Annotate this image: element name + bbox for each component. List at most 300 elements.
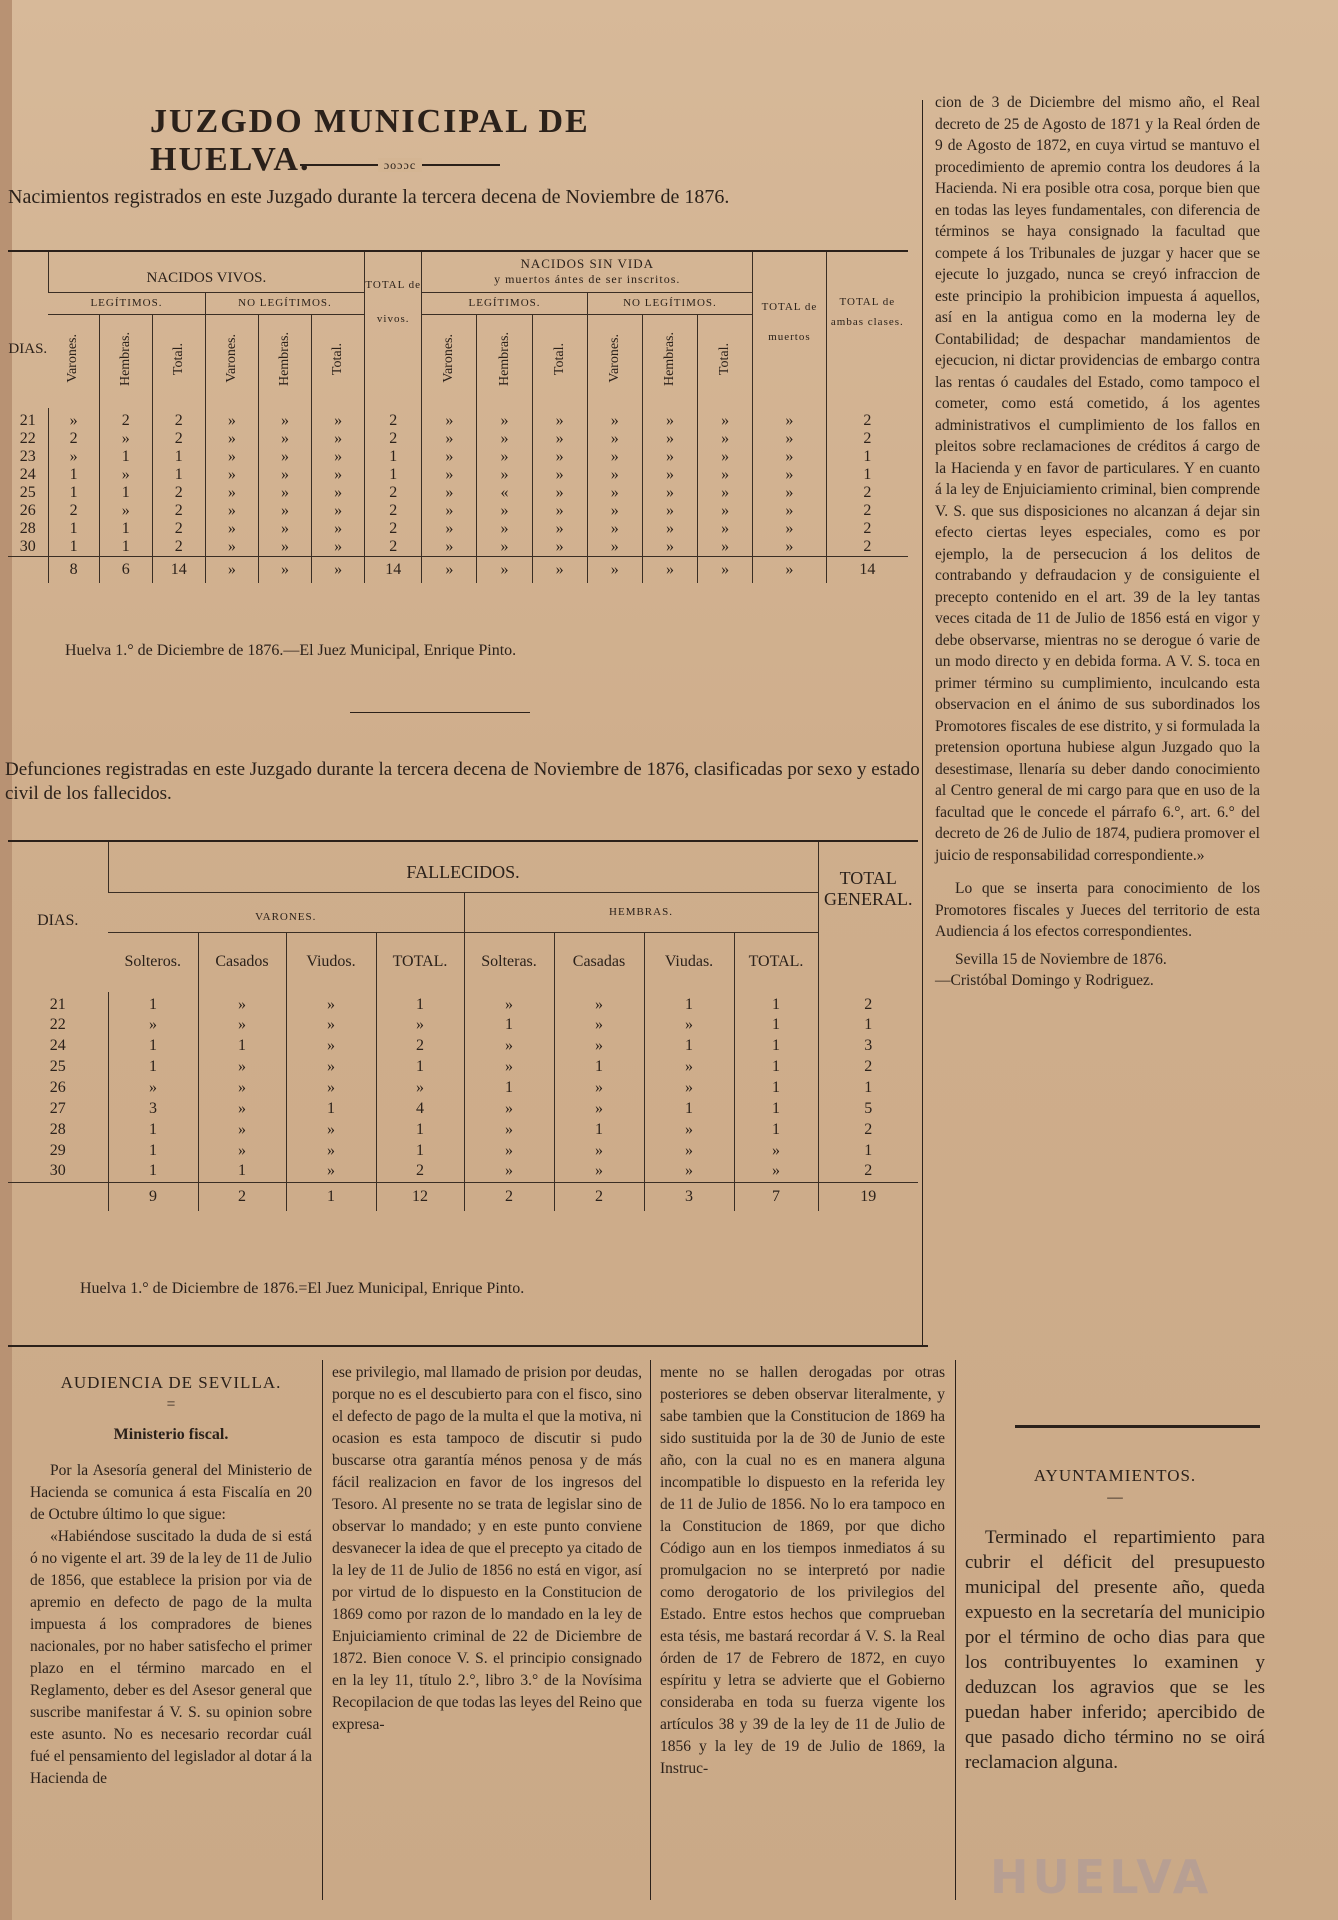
births-cell: 2 — [826, 502, 908, 520]
births-cell: 2 — [365, 408, 422, 430]
deaths-cell: » — [286, 1077, 376, 1098]
deaths-cell: 29 — [49, 1141, 66, 1159]
deaths-solteras-label: Solteras. — [481, 953, 537, 971]
right-column-date: Sevilla 15 de Noviembre de 1876. — [955, 950, 1167, 968]
right-column-divider — [922, 100, 923, 1345]
births-h-hembras-1 — [99, 314, 152, 408]
births-cell: 2 — [99, 408, 152, 430]
audiencia-col1-text: «Habiéndose suscitado la duda de si está ó no vigente el art. 39 de la ley de 11 de Julio de 1856, que establece la prision por via de apremio en defecto de pago de la multa impuesta á los compradores de bienes nacionales, por no haber satisfecho el primer plazo en el término marcado en el Reglamento, deber es del Asesor general que suscribe manifestar á V. S. su opinion sobre este asunto. No es necesario recordar cuál fué el pensamiento del legislador al dotar á la Hacienda de — [30, 1528, 312, 1787]
deaths-table — [8, 842, 918, 1211]
deaths-cell: » — [464, 1140, 554, 1161]
births-h-total-3 — [532, 314, 587, 408]
deaths-h-viudos — [286, 932, 376, 992]
births-varones-label: Varones. — [65, 334, 81, 384]
deaths-cell: 1 — [198, 1161, 286, 1182]
deaths-cell: 28 — [49, 1120, 66, 1138]
births-cell: » — [422, 520, 477, 538]
births-hembras-label-2: Hembras. — [276, 331, 292, 386]
births-cell: » — [642, 430, 697, 448]
births-cell: » — [698, 484, 753, 502]
births-cell: » — [587, 448, 642, 466]
births-cell: » — [698, 538, 753, 557]
births-cell: » — [422, 408, 477, 430]
births-cell: » — [642, 520, 697, 538]
births-cell: » — [205, 502, 258, 520]
births-cell: » — [532, 538, 587, 557]
births-no-legitimos-label-2: NO LEGÍTIMOS. — [623, 297, 717, 309]
births-cell: » — [753, 502, 827, 520]
audiencia-intro: Por la Asesoría general del Ministerio de Hacienda se comunica á esta Fiscalía en 20 de Octubre último lo que sigue: — [30, 1462, 312, 1523]
births-cell: 2 — [826, 430, 908, 448]
births-row — [8, 502, 908, 520]
births-hdr-no-legitimos-2 — [587, 292, 752, 314]
deaths-total-cell: 3 — [644, 1182, 734, 1211]
deaths-cell: 1 — [108, 1140, 198, 1161]
births-totals-row — [8, 557, 908, 583]
births-hdr-legitimos-2 — [422, 292, 587, 314]
births-cell: 2 — [152, 538, 205, 557]
births-cell: » — [753, 520, 827, 538]
births-cell: 1 — [99, 538, 152, 557]
deaths-cell: » — [286, 1056, 376, 1077]
deaths-cell: 1 — [464, 1077, 554, 1098]
deaths-cell: 1 — [376, 1140, 464, 1161]
deaths-cell: 5 — [818, 1098, 918, 1119]
births-cell: » — [642, 538, 697, 557]
births-cell: 1 — [152, 448, 205, 466]
deaths-total-general-label: TOTAL GENERAL. — [824, 868, 913, 909]
audiencia-col-1 — [30, 1372, 312, 1790]
births-cell: 2 — [365, 502, 422, 520]
deaths-cell: 4 — [376, 1098, 464, 1119]
births-cell: » — [753, 484, 827, 502]
deaths-h-casados — [198, 932, 286, 992]
deaths-cell: » — [644, 1161, 734, 1182]
births-cell: 23 — [19, 448, 36, 465]
births-cell: » — [587, 502, 642, 520]
deaths-cell: 30 — [49, 1162, 66, 1180]
deaths-cell: 1 — [108, 1056, 198, 1077]
births-total-cell: 6 — [99, 557, 152, 583]
births-cell: » — [205, 520, 258, 538]
deaths-viudos-label: Viudos. — [306, 953, 356, 971]
deaths-table-body — [8, 992, 918, 1211]
births-cell: 25 — [19, 484, 36, 501]
deaths-cell: 25 — [49, 1057, 66, 1075]
births-sin-vida-sub: y muertos ántes de ser inscritos. — [494, 272, 681, 287]
deaths-total-cell: 2 — [198, 1182, 286, 1211]
births-hdr-total-muertos — [753, 252, 827, 408]
births-hdr-total-vivos — [365, 252, 422, 408]
audiencia-col3-text: mente no se hallen derogadas por otras posteriores se deben observar literalmente, y sabe tambien que la Constitucion de 1869 ha sido sustituida por la de 30 de Junio de este año, con la cual no es en manera alguna incompatible lo dispuesto en la referida ley de 11 de Julio de 1856. No lo era tampoco en la Constitucion de 1869, por que dicho Código aun en los tiempos inmediatos á su promulgacion no se interpretó por nadie como derogatorio de los privilegios del Estado. Entre estos hechos que comprueban esta tésis, me bastará recordar á V. S. la Real órden de 17 de Febrero de 1872, en cuyo espíritu y letra se advierte que el Gobierno consideraba en toda su fuerza vigente los artículos 38 y 39 de la ley de 11 de Julio de 1856 y la ley de 19 de Julio de 1869, la Instruc- — [660, 1364, 945, 1777]
deaths-hdr-total-general — [818, 842, 918, 992]
births-cell: » — [642, 408, 697, 430]
deaths-cell: 3 — [818, 1035, 918, 1056]
births-varones-label-3: Varones. — [441, 334, 457, 384]
births-cell: » — [422, 466, 477, 484]
births-cell: 26 — [19, 502, 36, 519]
births-total-cell: » — [477, 557, 532, 583]
births-row — [8, 448, 908, 466]
deaths-cell: 27 — [49, 1099, 66, 1117]
births-h-total-2 — [312, 314, 365, 408]
births-total-cell: » — [698, 557, 753, 583]
deaths-title: Defunciones registradas en este Juzgado durante la tercera decena de Noviembre de 1876, clasificadas por sexo y estado civil de los fallecidos. — [5, 759, 920, 804]
deaths-row — [8, 1035, 918, 1056]
right-column-closing: Lo que se inserta para conocimiento de los Promotores fiscales y Jueces del territorio de esta Audiencia á los efectos correspondientes. — [935, 880, 1260, 940]
births-varones-label-4: Varones. — [606, 334, 622, 384]
births-cell: » — [205, 538, 258, 557]
deaths-cell: » — [644, 1077, 734, 1098]
births-cell: » — [753, 408, 827, 430]
deaths-h-total-h — [734, 932, 818, 992]
births-hdr-no-legitimos — [205, 292, 364, 314]
deaths-cell: 26 — [49, 1078, 66, 1096]
deaths-varones-label: VARONES. — [255, 911, 317, 923]
births-cell: 2 — [826, 520, 908, 538]
deaths-totals-row — [8, 1182, 918, 1211]
births-cell: » — [312, 408, 365, 430]
deaths-cell: » — [464, 1098, 554, 1119]
births-cell: 1 — [152, 466, 205, 484]
ayuntamientos-text: Terminado el repartimiento para cubrir el déficit del presupuesto municipal del presente año, queda expuesto en la secretaría del municipio por el término de ocho dias para que los contribuyentes lo examinen y deduzcan los agravios que se les puedan haber inferido; apercibido de que pasado dicho término no se oirá reclamacion alguna. — [965, 1527, 1265, 1773]
births-total-label-3: Total. — [551, 342, 567, 375]
births-cell: 30 — [19, 538, 36, 555]
deaths-row — [8, 1077, 918, 1098]
deaths-cell: » — [108, 1077, 198, 1098]
births-cell: » — [698, 430, 753, 448]
ayunt-top-rule — [1015, 1425, 1260, 1428]
deaths-hdr-fallecidos — [108, 842, 818, 892]
deaths-cell: » — [286, 1035, 376, 1056]
deaths-row — [8, 1140, 918, 1161]
audiencia-col2-text: ese privilegio, mal llamado de prision por deudas, porque no es el descubierto para con el fisco, sino el defecto de pago de la multa el que la motiva, ni ocasion es esta tampoco de discutir si pudo buscarse otra garantía ménos penosa y de más fácil realizacion en favor de los ingresos del Tesoro. Al presente no se trata de legislar sino de observar lo mandado; y en este punto conviene desvanecer la idea de que el precepto ya citado de la ley de 11 de Julio de 1856 no está en vigor, así por virtud de lo dispuesto en la Constitucion de 1869 como por razon de lo mandado en la ley de Enjuiciamiento criminal de 22 de Diciembre de 1872. Bien conoce V. S. el principio consignado en la ley 11, título 2.°, libro 3.° de la Novísima Recopilacion de que todas las leyes del Reino que expresa- — [332, 1364, 642, 1733]
deaths-cell: » — [464, 1056, 554, 1077]
births-cell: » — [312, 538, 365, 557]
births-hdr-sin-vida — [422, 252, 753, 292]
births-total-cell: » — [532, 557, 587, 583]
deaths-cell: » — [554, 1140, 644, 1161]
deaths-row — [8, 992, 918, 1014]
births-cell: » — [753, 466, 827, 484]
births-cell: » — [205, 448, 258, 466]
deaths-row — [8, 1014, 918, 1035]
deaths-cell: 1 — [198, 1035, 286, 1056]
births-total-muertos-label: TOTAL de muertos — [761, 301, 818, 343]
births-legitimos-label: LEGÍTIMOS. — [90, 297, 163, 309]
deaths-row — [8, 1098, 918, 1119]
births-cell: » — [258, 538, 311, 557]
births-row — [8, 520, 908, 538]
page-title: JUZGDO MUNICIPAL DE HUELVA. — [150, 103, 590, 178]
births-cell: » — [587, 430, 642, 448]
audiencia-col-3 — [660, 1362, 945, 1780]
births-cell: » — [258, 466, 311, 484]
archive-watermark: HUELVA — [990, 1850, 1213, 1904]
deaths-signature: Huelva 1.° de Diciembre de 1876.=El Juez Municipal, Enrique Pinto. — [80, 1280, 525, 1297]
births-cell: » — [258, 448, 311, 466]
births-cell: » — [642, 466, 697, 484]
deaths-cell: 1 — [108, 1119, 198, 1140]
deaths-cell: » — [198, 1140, 286, 1161]
deaths-cell: » — [644, 1119, 734, 1140]
deaths-cell: » — [464, 1119, 554, 1140]
births-legitimos-label-2: LEGÍTIMOS. — [468, 297, 541, 309]
births-total-label-2: Total. — [330, 342, 346, 375]
births-cell: » — [753, 448, 827, 466]
deaths-col-days — [8, 842, 108, 992]
births-cell: » — [258, 520, 311, 538]
births-cell: 2 — [152, 520, 205, 538]
births-cell: 1 — [99, 484, 152, 502]
births-total-cell: » — [642, 557, 697, 583]
births-cell: » — [205, 408, 258, 430]
births-cell: 1 — [365, 448, 422, 466]
births-cell: » — [422, 502, 477, 520]
births-hdr-total-ambas — [826, 252, 908, 408]
births-cell: » — [753, 430, 827, 448]
audiencia-dash: = — [166, 1396, 176, 1413]
births-cell: » — [477, 466, 532, 484]
deaths-fallecidos-label: FALLECIDOS. — [406, 862, 520, 883]
deaths-total-cell: 9 — [108, 1182, 198, 1211]
deaths-row — [8, 1056, 918, 1077]
births-h-hembras-2 — [258, 314, 311, 408]
right-column — [935, 92, 1260, 992]
deaths-cell: 1 — [108, 1161, 198, 1182]
deaths-cell: » — [464, 1035, 554, 1056]
births-cell: 1 — [365, 466, 422, 484]
births-cell: » — [753, 538, 827, 557]
births-cell: 21 — [19, 412, 36, 429]
births-cell: 1 — [48, 466, 99, 484]
deaths-days-label: DIAS. — [37, 912, 79, 929]
births-total-vivos-label: TOTAL de vivos. — [365, 279, 422, 325]
deaths-cell: » — [734, 1140, 818, 1161]
deaths-cell: » — [554, 1014, 644, 1035]
births-cell: » — [312, 520, 365, 538]
births-total-cell: » — [753, 557, 827, 583]
births-cell: » — [477, 502, 532, 520]
births-cell: 1 — [826, 448, 908, 466]
births-cell: » — [312, 502, 365, 520]
births-cell: 1 — [99, 448, 152, 466]
deaths-cell: » — [198, 1056, 286, 1077]
births-cell: » — [99, 502, 152, 520]
births-cell: » — [698, 448, 753, 466]
deaths-cell: 1 — [376, 1056, 464, 1077]
births-cell: 1 — [99, 520, 152, 538]
births-cell: » — [642, 502, 697, 520]
births-cell: 24 — [19, 466, 36, 483]
deaths-cell: 2 — [818, 992, 918, 1014]
right-column-signer: —Cristóbal Domingo y Rodriguez. — [935, 972, 1154, 989]
births-total-cell: 8 — [48, 557, 99, 583]
deaths-cell: » — [198, 992, 286, 1014]
births-cell: » — [99, 466, 152, 484]
births-total-cell: » — [205, 557, 258, 583]
births-cell: 2 — [826, 484, 908, 502]
births-cell: » — [258, 502, 311, 520]
deaths-row — [8, 1161, 918, 1182]
deaths-h-solteros — [108, 932, 198, 992]
births-subtitle: Nacimientos registrados en este Juzgado durante la tercera decena de Noviembre de 1876. — [8, 186, 730, 208]
births-h-hembras-4 — [642, 314, 697, 408]
births-hdr-legitimos — [48, 292, 205, 314]
births-cell: » — [587, 520, 642, 538]
col-divider-1 — [322, 1360, 323, 1900]
births-row — [8, 484, 908, 502]
births-col-days — [8, 252, 48, 408]
births-cell: 2 — [826, 538, 908, 557]
deaths-cell: » — [198, 1014, 286, 1035]
births-h-varones-3 — [422, 314, 477, 408]
deaths-total-cell: 2 — [554, 1182, 644, 1211]
deaths-cell: » — [376, 1077, 464, 1098]
deaths-cell: » — [734, 1161, 818, 1182]
births-total-cell: » — [422, 557, 477, 583]
deaths-total-cell: 7 — [734, 1182, 818, 1211]
births-cell: » — [642, 448, 697, 466]
deaths-total-h-label: TOTAL. — [748, 953, 804, 971]
births-h-varones-4 — [587, 314, 642, 408]
births-cell: » — [422, 448, 477, 466]
deaths-solteros-label: Solteros. — [124, 953, 181, 971]
births-cell: » — [587, 484, 642, 502]
deaths-cell: » — [554, 1077, 644, 1098]
births-row — [8, 408, 908, 430]
deaths-cell: 1 — [376, 1119, 464, 1140]
audiencia-col-2 — [332, 1362, 642, 1736]
deaths-h-viudas — [644, 932, 734, 992]
births-total-cell: » — [258, 557, 311, 583]
deaths-cell: 1 — [734, 1056, 818, 1077]
deaths-casados-label: Casados — [215, 953, 269, 971]
births-no-legitimos-label: NO LEGÍTIMOS. — [238, 297, 332, 309]
births-cell: » — [312, 484, 365, 502]
births-cell: » — [698, 502, 753, 520]
deaths-total-cell: 12 — [376, 1182, 464, 1211]
deaths-cell: » — [198, 1098, 286, 1119]
births-hdr-vivos — [48, 252, 365, 292]
col-divider-2 — [650, 1360, 651, 1900]
deaths-total-cell: 1 — [286, 1182, 376, 1211]
deaths-cell: » — [554, 1161, 644, 1182]
deaths-cell: 2 — [818, 1161, 918, 1182]
births-h-total-4 — [698, 314, 753, 408]
births-row — [8, 430, 908, 448]
births-cell: » — [477, 408, 532, 430]
births-cell: » — [477, 448, 532, 466]
deaths-cell: » — [554, 1098, 644, 1119]
deaths-total-cell: 2 — [464, 1182, 554, 1211]
deaths-cell: 1 — [554, 1056, 644, 1077]
births-varones-label-2: Varones. — [223, 334, 239, 384]
deaths-total-v-label: TOTAL. — [392, 953, 448, 971]
deaths-cell: » — [198, 1077, 286, 1098]
births-cell: » — [99, 430, 152, 448]
births-cell: » — [642, 484, 697, 502]
births-total-cell: » — [587, 557, 642, 583]
births-cell: » — [698, 466, 753, 484]
births-total-label-4: Total. — [717, 342, 733, 375]
section-divider — [350, 712, 530, 713]
births-cell: » — [532, 466, 587, 484]
right-column-text: cion de 3 de Diciembre del mismo año, el Real decreto de 25 de Agosto de 1871 y la Real órden de 9 de Agosto de 1872, en cuya virtud se mantuvo el procedimiento de apremio contra los deudores á la Hacienda. Ni era posible otra cosa, porque bien que en todas las leyes fundamentales, con diferencia de términos se haya consignado la facultad que compete á los Tribunales de juzgar y hacer que se ejecute lo juzgado, nunca se creyó infraccion de este principio la prohibicion impuesta á aquellos, así en la antigua como en la moderna ley de Contabilidad; de despachar mandamientos de ejecucion, ni dictar providencias de embargo contra las rentas ó caudales del Estado, como tampoco el cometer, como está cometido, á los agentes administrativos el cumplimiento de los fallos en pleitos sobre reclamaciones de créditos á cargo de la Hacienda y en favor de particulares. Y en cuanto á la ley de Enjuiciamiento criminal, bien comprende V. S. que sus disposiciones no alcanzan á dejar sin efecto ciertas leyes especiales, como es por ejemplo, la de persecucion á los delitos de contrabando y defraudacion y de consiguiente el precepto contenido en el art. 39 de la ley tantas veces citada de 11 de Julio de 1856 está en vigor y debe observarse, mientras no se derogue ó varie de un modo directo y en debida forma. A V. S. toca en primer término su cumplimiento, inculcando esta observacion en el ánimo de sus subordinados los Promotores fiscales de ese distrito, y si formulada la pretension oportuna hubiese algun Juzgado quo la desestimase, llenaría su deber dando conocimiento al Centro general de mi cargo para que en uso de la facultad que le concede el párrafo 6.°, art. 6.° del decreto de 26 de Julio de 1874, pudiera promover el juicio de responsabilidad correspondiente.» — [935, 94, 1260, 864]
deaths-cell: 1 — [818, 1014, 918, 1035]
deaths-h-casadas — [554, 932, 644, 992]
deaths-cell: 1 — [464, 1014, 554, 1035]
deaths-cell: 1 — [818, 1140, 918, 1161]
births-cell: » — [698, 408, 753, 430]
deaths-total-cell — [8, 1182, 108, 1211]
deaths-cell: 1 — [734, 1098, 818, 1119]
deaths-hembras-label: HEMBRAS. — [609, 906, 673, 918]
births-cell: » — [698, 520, 753, 538]
births-cell: 2 — [365, 520, 422, 538]
births-cell: 2 — [48, 502, 99, 520]
deaths-cell: 1 — [644, 992, 734, 1014]
deaths-cell: 1 — [734, 1035, 818, 1056]
deaths-cell: » — [286, 1119, 376, 1140]
deaths-cell: » — [554, 992, 644, 1014]
deaths-cell: » — [286, 1161, 376, 1182]
births-total-cell: 14 — [365, 557, 422, 583]
births-cell: » — [312, 466, 365, 484]
deaths-cell: 3 — [108, 1098, 198, 1119]
births-cell: » — [205, 430, 258, 448]
births-cell: « — [477, 484, 532, 502]
deaths-total-cell: 19 — [818, 1182, 918, 1211]
deaths-cell: 1 — [734, 1014, 818, 1035]
deaths-cell: » — [464, 1161, 554, 1182]
births-cell: » — [477, 520, 532, 538]
births-total-cell — [8, 557, 48, 583]
births-cell: 1 — [48, 538, 99, 557]
births-cell: 2 — [152, 502, 205, 520]
audiencia-heading: AUDIENCIA DE SEVILLA. — [60, 1373, 282, 1392]
births-hembras-label-3: Hembras. — [496, 331, 512, 386]
deaths-casadas-label: Casadas — [572, 953, 626, 971]
births-cell: » — [422, 430, 477, 448]
births-cell: 2 — [826, 408, 908, 430]
deaths-cell: 1 — [644, 1035, 734, 1056]
births-cell: » — [477, 538, 532, 557]
col-divider-3 — [955, 1360, 956, 1900]
deaths-cell: » — [286, 992, 376, 1014]
births-cell: » — [205, 484, 258, 502]
births-cell: 22 — [19, 430, 36, 447]
ayuntamientos-dash: — — [1107, 1489, 1123, 1506]
births-cell: » — [258, 408, 311, 430]
births-table-body — [8, 408, 908, 583]
audiencia-subheading: Ministerio fiscal. — [113, 1426, 229, 1443]
deaths-cell: » — [376, 1014, 464, 1035]
deaths-cell: 1 — [734, 1077, 818, 1098]
births-signature: Huelva 1.° de Diciembre de 1876.—El Juez Municipal, Enrique Pinto. — [65, 642, 517, 659]
deaths-cell: » — [286, 1014, 376, 1035]
births-hembras-label: Hembras. — [117, 331, 133, 386]
deaths-cell: 1 — [108, 1035, 198, 1056]
births-hembras-label-4: Hembras. — [661, 331, 677, 386]
births-cell: » — [532, 502, 587, 520]
births-cell: 28 — [19, 520, 36, 537]
births-cell: 2 — [48, 430, 99, 448]
deaths-cell: 1 — [376, 992, 464, 1014]
deaths-hdr-hembras — [464, 892, 818, 932]
births-cell: 2 — [365, 538, 422, 557]
deaths-cell: » — [108, 1014, 198, 1035]
